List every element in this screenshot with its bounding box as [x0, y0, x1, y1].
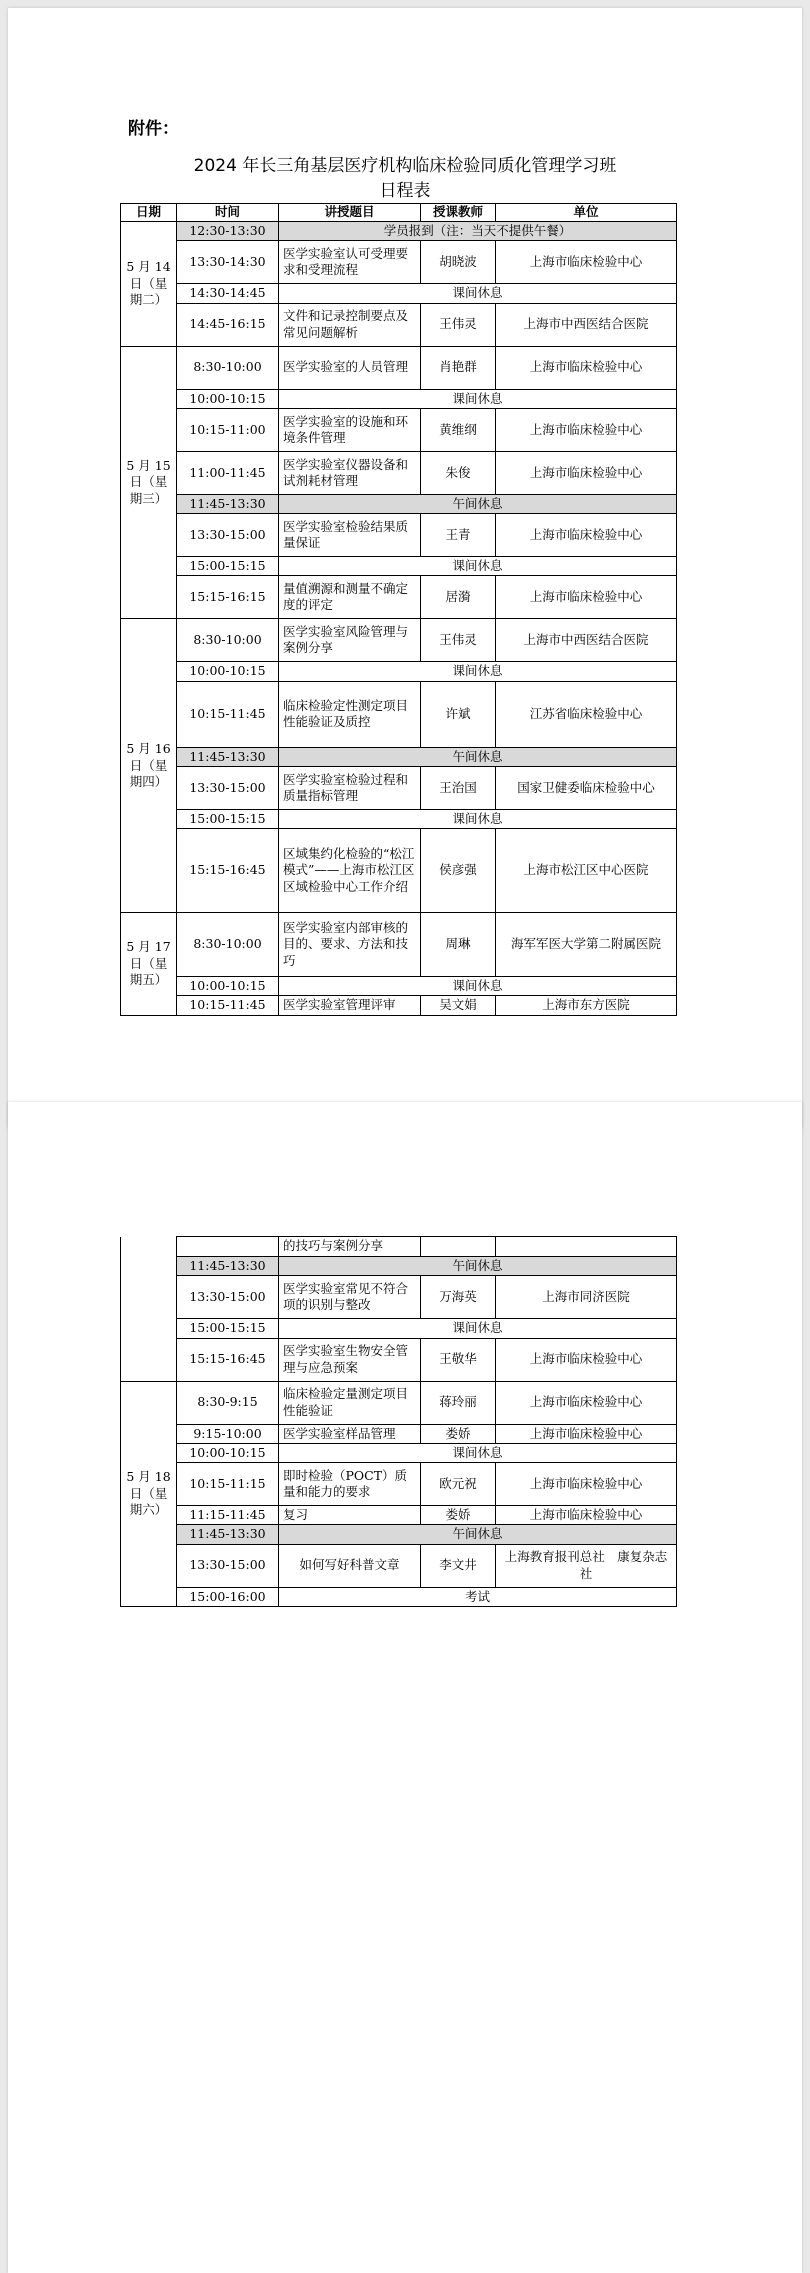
time-cell [177, 1237, 279, 1257]
unit-cell [496, 1237, 677, 1257]
header-unit: 单位 [496, 204, 677, 222]
table-row [121, 809, 677, 828]
document-page-2 [8, 1102, 802, 2273]
teacher-cell: 欧元祝 [421, 1463, 496, 1506]
note-cell: 学员报到（注：当天不提供午餐） [279, 222, 677, 241]
note-cell: 课间休息 [279, 977, 677, 996]
time-cell: 15:00-15:15 [177, 809, 279, 828]
time-cell: 8:30-9:15 [177, 1381, 279, 1424]
time-cell: 10:15-11:45 [177, 996, 279, 1015]
note-cell: 课间休息 [279, 557, 677, 576]
teacher-cell: 周琳 [421, 913, 496, 977]
time-cell: 15:15-16:45 [177, 1338, 279, 1381]
teacher-cell: 王伟灵 [421, 619, 496, 662]
note-cell: 午间休息 [279, 747, 677, 766]
time-cell: 10:00-10:15 [177, 662, 279, 681]
time-cell: 11:15-11:45 [177, 1506, 279, 1525]
header-time: 时间 [177, 204, 279, 222]
table-row [121, 1257, 677, 1276]
table-row [121, 389, 677, 408]
topic-cell: 临床检验定量测定项目性能验证 [279, 1381, 421, 1424]
table-row [121, 977, 677, 996]
topic-cell: 医学实验室仪器设备和试剂耗材管理 [279, 451, 421, 494]
table-row [121, 494, 677, 513]
header-date: 日期 [121, 204, 177, 222]
date-cell: 5 月 14 日（星期二） [121, 222, 177, 347]
topic-cell: 医学实验室生物安全管理与应急预案 [279, 1338, 421, 1381]
table-row [121, 514, 677, 557]
unit-cell: 上海市临床检验中心 [496, 1463, 677, 1506]
topic-cell: 量值溯源和测量不确定度的评定 [279, 576, 421, 619]
schedule-table [120, 203, 677, 1016]
time-cell: 11:45-13:30 [177, 494, 279, 513]
unit-cell: 国家卫健委临床检验中心 [496, 766, 677, 809]
time-cell: 9:15-10:00 [177, 1424, 279, 1443]
topic-cell: 医学实验室检验过程和质量指标管理 [279, 766, 421, 809]
teacher-cell: 娄娇 [421, 1424, 496, 1443]
time-cell: 8:30-10:00 [177, 913, 279, 977]
topic-cell: 即时检验（POCT）质量和能力的要求 [279, 1463, 421, 1506]
topic-cell: 复习 [279, 1506, 421, 1525]
topic-cell: 医学实验室的设施和环境条件管理 [279, 408, 421, 451]
table-row [121, 1506, 677, 1525]
time-cell: 15:00-15:15 [177, 1319, 279, 1338]
table-row [121, 1443, 677, 1462]
teacher-cell [421, 1237, 496, 1257]
document-page-1 [8, 8, 802, 1128]
teacher-cell: 王青 [421, 514, 496, 557]
note-cell: 午间休息 [279, 494, 677, 513]
unit-cell: 上海市临床检验中心 [496, 514, 677, 557]
header-topic: 讲授题目 [279, 204, 421, 222]
unit-cell: 上海市同济医院 [496, 1276, 677, 1319]
time-cell: 15:00-15:15 [177, 557, 279, 576]
teacher-cell: 黄维纲 [421, 408, 496, 451]
table-row [121, 1424, 677, 1443]
table-row [121, 829, 677, 913]
unit-cell: 上海市临床检验中心 [496, 1338, 677, 1381]
date-cell: 5 月 16 日（星期四） [121, 619, 177, 913]
topic-cell: 医学实验室管理评审 [279, 996, 421, 1015]
time-cell: 10:15-11:00 [177, 408, 279, 451]
table-row [121, 1463, 677, 1506]
time-cell: 11:45-13:30 [177, 1257, 279, 1276]
topic-cell: 医学实验室的人员管理 [279, 346, 421, 389]
header-teacher: 授课教师 [421, 204, 496, 222]
topic-cell: 医学实验室内部审核的目的、要求、方法和技巧 [279, 913, 421, 977]
table-row [121, 1237, 677, 1257]
table-row [121, 996, 677, 1015]
time-cell: 8:30-10:00 [177, 619, 279, 662]
time-cell: 14:45-16:15 [177, 303, 279, 346]
table-row [121, 284, 677, 303]
topic-cell: 医学实验室样品管理 [279, 1424, 421, 1443]
note-cell: 课间休息 [279, 1319, 677, 1338]
time-cell: 12:30-13:30 [177, 222, 279, 241]
table-row [121, 766, 677, 809]
note-cell: 考试 [279, 1587, 677, 1606]
time-cell: 8:30-10:00 [177, 346, 279, 389]
date-cell-continued [121, 1237, 177, 1382]
teacher-cell: 娄娇 [421, 1506, 496, 1525]
teacher-cell: 朱俊 [421, 451, 496, 494]
topic-cell: 临床检验定性测定项目性能验证及质控 [279, 681, 421, 747]
unit-cell: 上海市临床检验中心 [496, 1381, 677, 1424]
table-row [121, 913, 677, 977]
note-cell: 课间休息 [279, 809, 677, 828]
time-cell: 15:15-16:15 [177, 576, 279, 619]
unit-cell: 上海市临床检验中心 [496, 241, 677, 284]
note-cell: 课间休息 [279, 1443, 677, 1462]
topic-cell: 文件和记录控制要点及常见问题解析 [279, 303, 421, 346]
table-row [121, 1587, 677, 1606]
table-row [121, 408, 677, 451]
unit-cell: 上海市松江区中心医院 [496, 829, 677, 913]
unit-cell: 上海市临床检验中心 [496, 408, 677, 451]
note-cell: 课间休息 [279, 662, 677, 681]
time-cell: 15:00-16:00 [177, 1587, 279, 1606]
unit-cell: 上海市东方医院 [496, 996, 677, 1015]
topic-cell: 区域集约化检验的“松江模式”——上海市松江区区域检验中心工作介绍 [279, 829, 421, 913]
teacher-cell: 李文井 [421, 1544, 496, 1587]
table-row [121, 303, 677, 346]
table-row [121, 1276, 677, 1319]
table-row [121, 1319, 677, 1338]
note-cell: 课间休息 [279, 284, 677, 303]
table-row [121, 662, 677, 681]
table-row [121, 1381, 677, 1424]
schedule-table-continued [120, 1236, 677, 1607]
unit-cell: 上海教育报刊总社 康复杂志社 [496, 1544, 677, 1587]
unit-cell: 江苏省临床检验中心 [496, 681, 677, 747]
time-cell: 13:30-15:00 [177, 766, 279, 809]
table-row [121, 557, 677, 576]
table-row [121, 346, 677, 389]
time-cell: 11:00-11:45 [177, 451, 279, 494]
document-subtitle: 日程表 [379, 181, 431, 201]
time-cell: 13:30-15:00 [177, 1544, 279, 1587]
teacher-cell: 居漪 [421, 576, 496, 619]
table-row [121, 576, 677, 619]
date-cell: 5 月 17 日（星期五） [121, 913, 177, 1016]
unit-cell: 上海市中西医结合医院 [496, 303, 677, 346]
time-cell: 13:30-15:00 [177, 514, 279, 557]
teacher-cell: 王敬华 [421, 1338, 496, 1381]
time-cell: 11:45-13:30 [177, 747, 279, 766]
teacher-cell: 王伟灵 [421, 303, 496, 346]
teacher-cell: 王治国 [421, 766, 496, 809]
topic-cell: 医学实验室检验结果质量保证 [279, 514, 421, 557]
time-cell: 10:00-10:15 [177, 1443, 279, 1462]
table-row [121, 241, 677, 284]
time-cell: 11:45-13:30 [177, 1525, 279, 1544]
unit-cell: 上海市临床检验中心 [496, 576, 677, 619]
table-row [121, 681, 677, 747]
annex-label: 附件： [128, 119, 179, 139]
date-cell: 5 月 18 日（星期六） [121, 1381, 177, 1606]
unit-cell: 上海市中西医结合医院 [496, 619, 677, 662]
table-header-row [121, 204, 677, 222]
topic-cell: 医学实验室风险管理与案例分享 [279, 619, 421, 662]
teacher-cell: 胡晓波 [421, 241, 496, 284]
teacher-cell: 许斌 [421, 681, 496, 747]
topic-cell: 医学实验室常见不符合项的识别与整改 [279, 1276, 421, 1319]
note-cell: 课间休息 [279, 389, 677, 408]
unit-cell: 上海市临床检验中心 [496, 346, 677, 389]
unit-cell: 上海市临床检验中心 [496, 1506, 677, 1525]
table-row [121, 451, 677, 494]
time-cell: 15:15-16:45 [177, 829, 279, 913]
time-cell: 10:15-11:45 [177, 681, 279, 747]
teacher-cell: 吴文娟 [421, 996, 496, 1015]
table-row [121, 747, 677, 766]
time-cell: 13:30-14:30 [177, 241, 279, 284]
unit-cell: 海军军医大学第二附属医院 [496, 913, 677, 977]
time-cell: 10:00-10:15 [177, 389, 279, 408]
time-cell: 10:15-11:15 [177, 1463, 279, 1506]
table-row [121, 1525, 677, 1544]
date-cell: 5 月 15 日（星期三） [121, 346, 177, 619]
note-cell: 午间休息 [279, 1257, 677, 1276]
document-title: 2024 年长三角基层医疗机构临床检验同质化管理学习班 [193, 156, 617, 176]
unit-cell: 上海市临床检验中心 [496, 451, 677, 494]
teacher-cell: 肖艳群 [421, 346, 496, 389]
topic-cell: 如何写好科普文章 [279, 1544, 421, 1587]
teacher-cell: 蒋玲丽 [421, 1381, 496, 1424]
topic-cell: 的技巧与案例分享 [279, 1237, 421, 1257]
time-cell: 13:30-15:00 [177, 1276, 279, 1319]
table-row [121, 1338, 677, 1381]
table-row [121, 1544, 677, 1587]
teacher-cell: 侯彦强 [421, 829, 496, 913]
time-cell: 10:00-10:15 [177, 977, 279, 996]
topic-cell: 医学实验室认可受理要求和受理流程 [279, 241, 421, 284]
unit-cell: 上海市临床检验中心 [496, 1424, 677, 1443]
note-cell: 午间休息 [279, 1525, 677, 1544]
table-row [121, 222, 677, 241]
teacher-cell: 万海英 [421, 1276, 496, 1319]
table-row [121, 619, 677, 662]
time-cell: 14:30-14:45 [177, 284, 279, 303]
